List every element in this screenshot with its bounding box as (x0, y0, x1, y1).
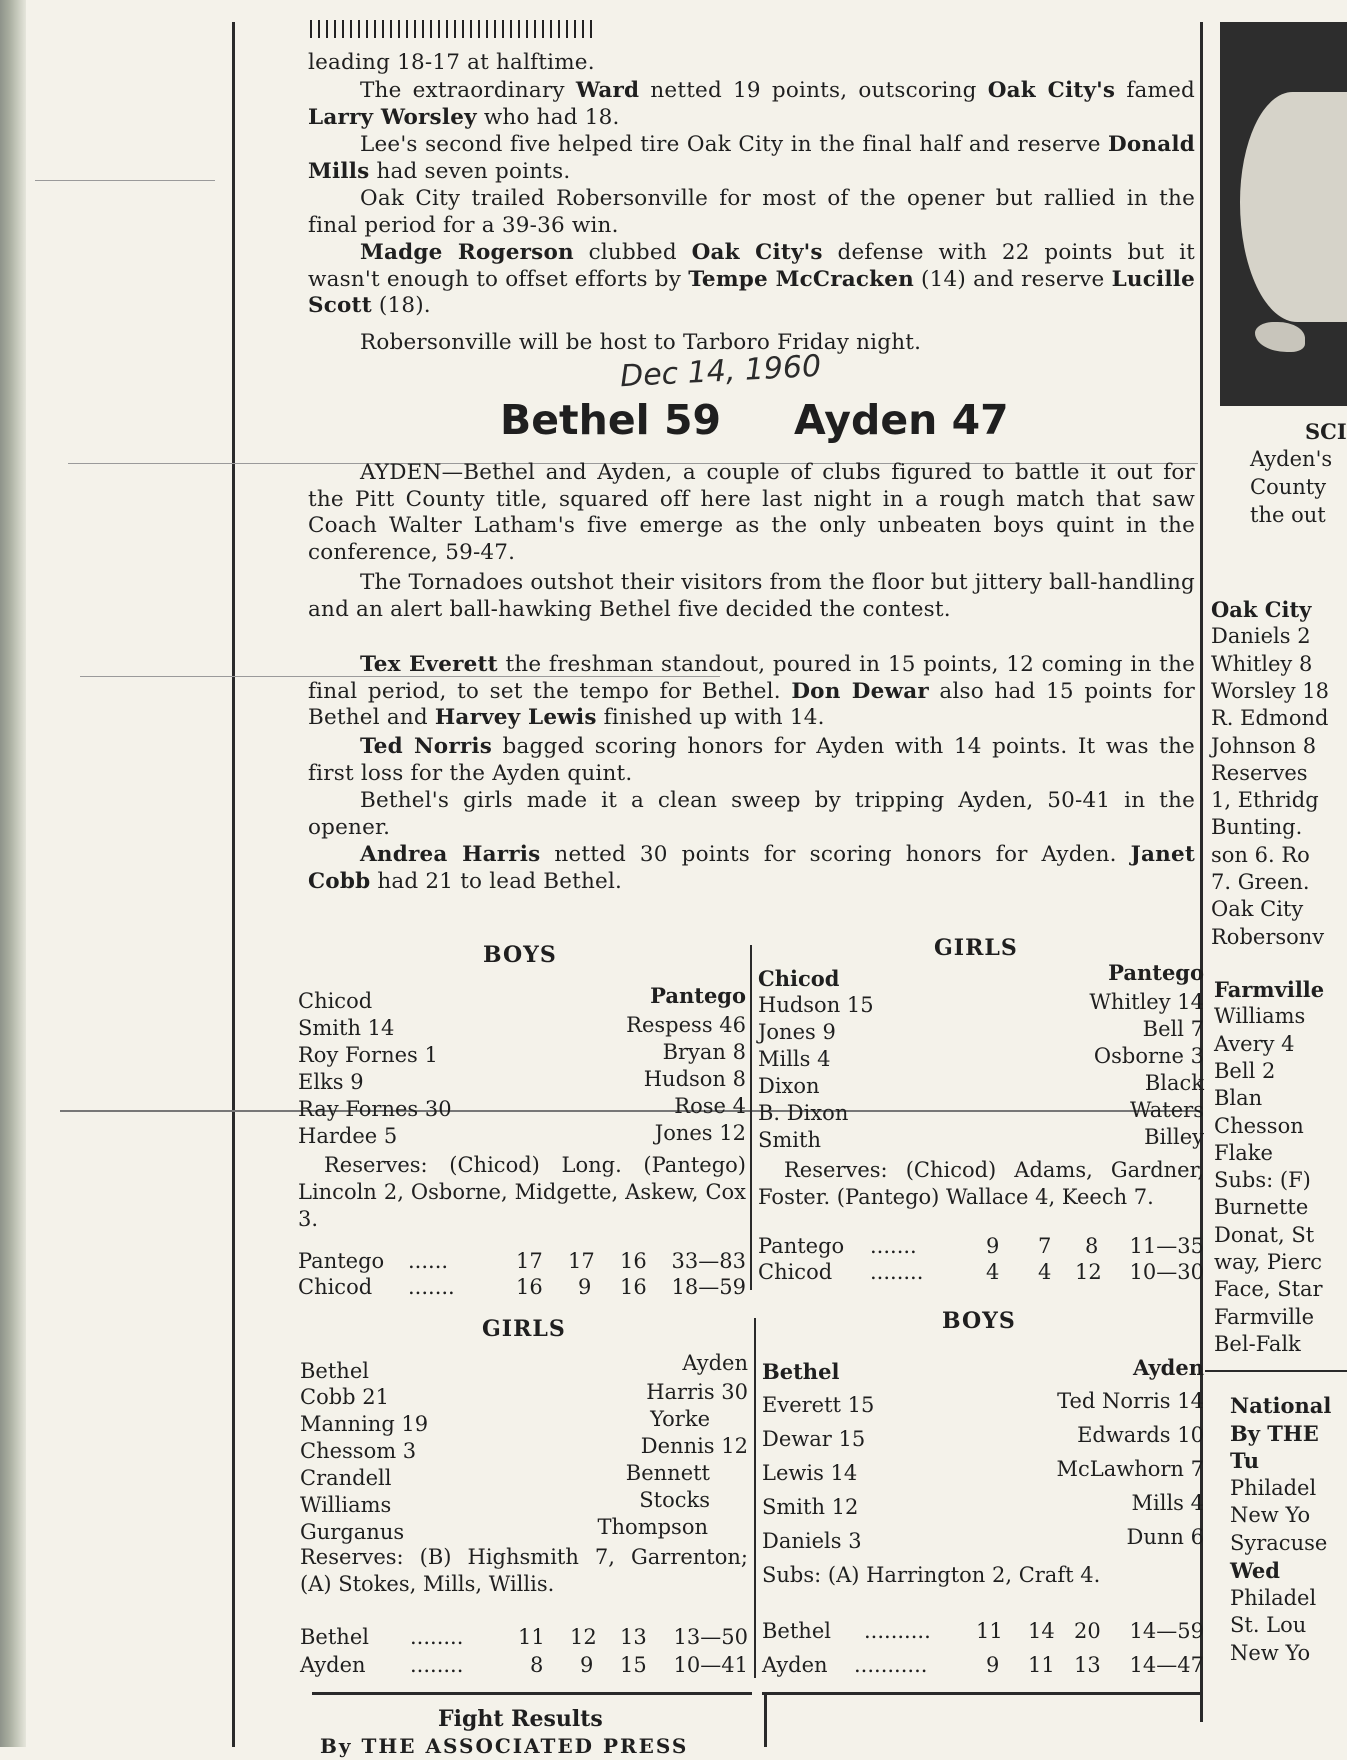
player-right: Dunn 6 (1126, 1525, 1204, 1549)
score-quarter: 8 (530, 1653, 544, 1677)
score-quarter: 20 (1074, 1619, 1101, 1643)
player-right: Ted Norris 14 (1057, 1389, 1204, 1413)
player-right: Waters (1130, 1098, 1204, 1122)
score-quarter: 12 (1075, 1260, 1102, 1284)
article-paragraph: Bethel's girls made it a clean sweep by tripping Ayden, 50-41 in the opener. (308, 788, 1195, 840)
player-right: Black (1144, 1071, 1204, 1095)
footer-heading: Fight Results (438, 1706, 603, 1732)
player-right: Whitley 14 (1089, 990, 1204, 1014)
score-final: 18—59 (671, 1275, 746, 1299)
score-leader: ....... (870, 1234, 917, 1258)
score-quarter: 16 (620, 1249, 647, 1273)
score-quarter: 14 (1028, 1619, 1055, 1643)
box-divider (754, 1318, 756, 1678)
player-row (758, 1127, 1204, 1154)
box-score-boys-bethel-ayden (762, 1308, 1204, 1678)
player-left: Daniels 3 (762, 1529, 862, 1553)
box-divider (750, 945, 752, 1290)
right-column-line: Chesson (1214, 1113, 1304, 1138)
player-right: Stocks (639, 1488, 710, 1512)
score-row (762, 1652, 1204, 1680)
article-paragraph: Andrea Harris netted 30 points for scoring honors for Ayden. Janet Cobb had 21 to lead Bethel. (308, 842, 1195, 894)
player-right: Thompson (597, 1515, 708, 1539)
player-right: Osborne 3 (1093, 1044, 1204, 1068)
article-paragraph: leading 18-17 at halftime. (308, 50, 595, 75)
score-team: Chicod (758, 1260, 833, 1284)
clipping-barcode (310, 20, 592, 38)
headline-right: Ayden 47 (794, 396, 1009, 444)
player-row (758, 1073, 1204, 1100)
right-column-line: way, Pierc (1214, 1250, 1322, 1274)
right-column-line: Farmville (1214, 977, 1325, 1002)
team-right: Ayden (682, 1351, 748, 1375)
score-quarter: 16 (516, 1275, 543, 1299)
score-team: Ayden (300, 1653, 366, 1677)
team-left: Chicod (758, 966, 840, 991)
footer-rule (762, 1692, 1202, 1695)
player-row (762, 1491, 1204, 1521)
player-left: Gurganus (300, 1520, 405, 1544)
article-paragraph: Madge Rogerson clubbed Oak City's defense with 22 points but it wasn't enough to offset efforts by Tempe McCracken (14) and reserve Lucille Scott (18). (308, 240, 1195, 318)
photo (1220, 22, 1347, 406)
right-column-line: Oak City (1211, 897, 1304, 922)
player-row (762, 1423, 1204, 1453)
footer-box-edge (764, 1695, 767, 1747)
score-quarter: 16 (620, 1275, 647, 1299)
article-paragraph: The Tornadoes outshot their visitors from the floor but jittery ball-handling and an alert ball-hawking Bethel five decided the contest. (308, 570, 1195, 622)
right-column-rule (1205, 1370, 1347, 1372)
player-left: Smith (758, 1128, 821, 1152)
player-right: Rose 4 (674, 1094, 746, 1118)
player-right: Mills 4 (1131, 1491, 1204, 1515)
right-column-line: Farmville (1214, 1304, 1315, 1329)
player-left: Everett 15 (762, 1393, 875, 1417)
right-column-line: Face, Star (1214, 1277, 1323, 1302)
right-column-line: Syracuse (1230, 1530, 1328, 1555)
score-row (300, 1624, 748, 1652)
score-team: Ayden (762, 1653, 828, 1677)
right-column-line: Philadel (1230, 1585, 1317, 1610)
right-column-line: New Yo (1230, 1640, 1311, 1665)
score-team: Pantego (298, 1249, 385, 1273)
player-left: Elks 9 (298, 1070, 364, 1094)
right-column-line: Whitley 8 (1211, 651, 1313, 676)
score-team: Chicod (298, 1275, 373, 1299)
score-quarter: 7 (1038, 1234, 1052, 1258)
right-column-line: By THE (1230, 1420, 1319, 1446)
box-score-girls-chicod-pantego (758, 935, 1204, 1290)
right-column-line: Robersonv (1211, 924, 1325, 949)
footer-rule (312, 1692, 752, 1695)
right-column-line: Philadel (1230, 1475, 1317, 1500)
score-leader: ...... (408, 1249, 449, 1273)
article-paragraph: The extraordinary Ward netted 19 points, outscoring Oak City's famed Larry Worsley who had 18. (308, 78, 1195, 130)
score-quarter: 9 (578, 1275, 592, 1299)
right-column-line: St. Lou (1230, 1613, 1307, 1637)
column-rule-left (232, 22, 235, 1747)
score-quarter: 11 (518, 1625, 545, 1649)
article-paragraph: Robersonville will be host to Tarboro Friday night. (360, 330, 922, 355)
player-row (762, 1457, 1204, 1487)
score-quarter: 15 (620, 1653, 647, 1677)
player-right: Harris 30 (646, 1380, 748, 1404)
score-leader: ........ (410, 1625, 464, 1649)
photo-subject (1240, 92, 1347, 322)
score-quarter: 17 (516, 1249, 543, 1273)
player-left: Cobb 21 (300, 1385, 389, 1409)
player-row (758, 1100, 1204, 1127)
score-final: 10—30 (1129, 1260, 1204, 1284)
score-team: Pantego (758, 1234, 845, 1258)
right-column-line: Donat, St (1214, 1222, 1315, 1247)
player-left: Lewis 14 (762, 1461, 858, 1485)
player-right: Billey (1144, 1125, 1204, 1149)
score-leader: ....... (408, 1275, 455, 1299)
player-row (298, 1123, 746, 1150)
score-quarter: 9 (986, 1234, 1000, 1258)
team-left: Bethel (300, 1359, 369, 1383)
right-column-line: Avery 4 (1214, 1031, 1295, 1056)
article-paragraph: Oak City trailed Robersonville for most of the opener but rallied in the final period for a 39-36 win. (308, 186, 1195, 238)
headline-left: Bethel 59 (500, 396, 722, 444)
team-right: Pantego (1108, 960, 1204, 985)
score-final: 10—41 (673, 1653, 748, 1677)
right-column-line: 7. Green. (1211, 870, 1310, 894)
player-row (298, 1069, 746, 1096)
player-left: Ray Fornes 30 (298, 1097, 452, 1121)
player-left: Dixon (758, 1074, 820, 1098)
right-column-line: Oak City (1211, 597, 1312, 622)
player-right: Respess 46 (626, 1013, 746, 1037)
player-left: B. Dixon (758, 1101, 849, 1125)
right-column-line: Reserves (1211, 760, 1308, 785)
player-left: Williams (300, 1493, 392, 1517)
box-score-boys-chicod-pantego (298, 942, 746, 1299)
score-quarter: 13 (620, 1625, 647, 1649)
player-left: Crandell (300, 1466, 392, 1490)
player-left: Smith 14 (298, 1016, 395, 1040)
photo-caption: the out (1250, 503, 1326, 527)
handwritten-date: Dec 14, 1960 (619, 348, 822, 395)
right-column-line: Bell 2 (1214, 1058, 1276, 1083)
box-heading: GIRLS (482, 1316, 566, 1342)
player-right: Yorke (650, 1407, 710, 1431)
reserves-note: Reserves: (B) Highsmith 7, Garrenton; (A) Stokes, Mills, Willis. (300, 1545, 748, 1596)
box-heading: GIRLS (934, 935, 1018, 961)
photo-caption: SCI (1305, 419, 1347, 444)
article-paragraph: AYDEN—Bethel and Ayden, a couple of clubs figured to battle it out for the Pitt County title, squared off here last night in a rough match that saw Coach Walter Latham's five emerge as the only unbeaten boys quint in the conference, 59-47. (308, 460, 1195, 565)
player-left: Mills 4 (758, 1047, 831, 1071)
right-column-line: Blan (1214, 1086, 1263, 1111)
scan-line (35, 180, 215, 181)
score-final: 11—35 (1129, 1234, 1204, 1258)
player-right: Hudson 8 (643, 1067, 746, 1091)
score-quarter: 17 (568, 1249, 595, 1273)
right-column-line: Tu (1230, 1448, 1259, 1473)
article-paragraph: Ted Norris bagged scoring honors for Ayden with 14 points. It was the first loss for the Ayden quint. (308, 734, 1195, 786)
team-header-row (762, 1355, 1204, 1385)
right-column-line: Worsley 18 (1211, 678, 1330, 703)
score-final: 13—50 (673, 1625, 748, 1649)
right-column-line: son 6. Ro (1211, 842, 1310, 867)
score-quarter: 4 (986, 1260, 1000, 1284)
score-team: Bethel (762, 1619, 831, 1643)
right-column-line: Williams (1214, 1004, 1306, 1029)
article-paragraph: Tex Everett the freshman standout, poured in 15 points, 12 coming in the final period, to set the tempo for Bethel. Don Dewar also had 15 points for Bethel and Harvey Lewis finished up with 14. (308, 652, 1196, 730)
player-left: Dewar 15 (762, 1427, 866, 1451)
player-left: Jones 9 (758, 1020, 836, 1044)
player-row (298, 1015, 746, 1042)
player-right: Bennett (625, 1461, 710, 1485)
team-header-row (300, 1350, 748, 1383)
player-row (758, 1019, 1204, 1046)
right-column-line: National (1230, 1393, 1332, 1418)
right-column-line: New Yo (1230, 1503, 1311, 1527)
right-column-line: Flake (1214, 1140, 1273, 1165)
player-row (298, 1042, 746, 1069)
photo-detail (1255, 322, 1305, 352)
score-final: 14—59 (1129, 1619, 1204, 1643)
score-quarter: 13 (1074, 1653, 1101, 1677)
score-row (298, 1248, 746, 1276)
score-quarter: 9 (580, 1653, 594, 1677)
score-leader: ........... (854, 1653, 928, 1677)
reserves-note: Subs: (A) Harrington 2, Craft 4. (762, 1563, 1101, 1587)
team-right: Pantego (650, 983, 746, 1008)
team-header-row (758, 960, 1204, 992)
score-quarter: 11 (976, 1619, 1003, 1643)
photo-caption: County (1250, 475, 1327, 499)
score-quarter: 11 (1028, 1653, 1055, 1677)
player-right: Bell 7 (1142, 1017, 1204, 1041)
team-left: Bethel (762, 1359, 840, 1384)
score-row (762, 1618, 1204, 1646)
score-quarter: 9 (986, 1653, 1000, 1677)
article-paragraph: Lee's second five helped tire Oak City in the final half and reserve Donald Mills had seven points. (308, 132, 1195, 184)
score-row (300, 1652, 748, 1680)
score-row (298, 1274, 746, 1302)
player-left: Chessom 3 (300, 1439, 417, 1463)
reserves-note: Reserves: (Chicod) Long. (Pantego) Lincoln 2, Osborne, Midgette, Askew, Cox 3. (298, 1153, 746, 1231)
score-leader: .......... (864, 1619, 931, 1643)
score-final: 14—47 (1129, 1653, 1204, 1677)
score-quarter: 8 (1085, 1234, 1099, 1258)
player-row (300, 1515, 748, 1546)
box-heading: BOYS (483, 942, 557, 968)
player-right: Dennis 12 (640, 1434, 748, 1458)
score-quarter: 12 (570, 1625, 597, 1649)
page-edge-strip (0, 0, 26, 1747)
player-right: Bryan 8 (662, 1040, 746, 1064)
score-row (758, 1259, 1204, 1287)
score-quarter: 4 (1038, 1260, 1052, 1284)
reserves-note: Reserves: (Chicod) Adams, Gardner, Foster. (Pantego) Wallace 4, Keech 7. (758, 1158, 1204, 1209)
team-header-row (298, 983, 746, 1015)
right-column-line: Bunting. (1211, 815, 1303, 840)
box-heading: BOYS (942, 1308, 1016, 1334)
right-column-line: R. Edmond (1211, 706, 1329, 731)
footer-subheading: By THE ASSOCIATED PRESS (320, 1734, 689, 1758)
right-column-line: Bel-Falk (1214, 1331, 1301, 1356)
player-row (762, 1389, 1204, 1419)
score-leader: ........ (410, 1653, 464, 1677)
right-column-line: 1, Ethridg (1211, 788, 1319, 813)
score-leader: ........ (870, 1260, 924, 1284)
score-row (758, 1233, 1204, 1261)
player-right: Jones 12 (654, 1121, 746, 1145)
player-left: Smith 12 (762, 1495, 859, 1519)
right-column-line: Subs: (F) (1214, 1168, 1311, 1193)
player-left: Hardee 5 (298, 1124, 398, 1148)
team-right: Ayden (1133, 1355, 1204, 1380)
player-row (762, 1525, 1204, 1555)
box-score-girls-bethel-ayden (300, 1316, 748, 1676)
player-left: Manning 19 (300, 1412, 429, 1436)
right-column-line: Johnson 8 (1211, 733, 1317, 758)
photo-caption: Ayden's (1250, 447, 1333, 471)
right-column-line: Daniels 2 (1211, 624, 1311, 649)
right-column-line: Burnette (1214, 1195, 1309, 1220)
player-right: Edwards 10 (1077, 1423, 1204, 1447)
right-column-line: Wed (1230, 1558, 1280, 1583)
player-row (758, 992, 1204, 1019)
player-left: Roy Fornes 1 (298, 1043, 438, 1067)
score-team: Bethel (300, 1625, 369, 1649)
player-row (298, 1096, 746, 1123)
player-row (758, 1046, 1204, 1073)
player-right: McLawhorn 7 (1056, 1457, 1204, 1481)
team-left: Chicod (298, 989, 373, 1013)
score-final: 33—83 (671, 1249, 746, 1273)
player-left: Hudson 15 (758, 993, 874, 1017)
